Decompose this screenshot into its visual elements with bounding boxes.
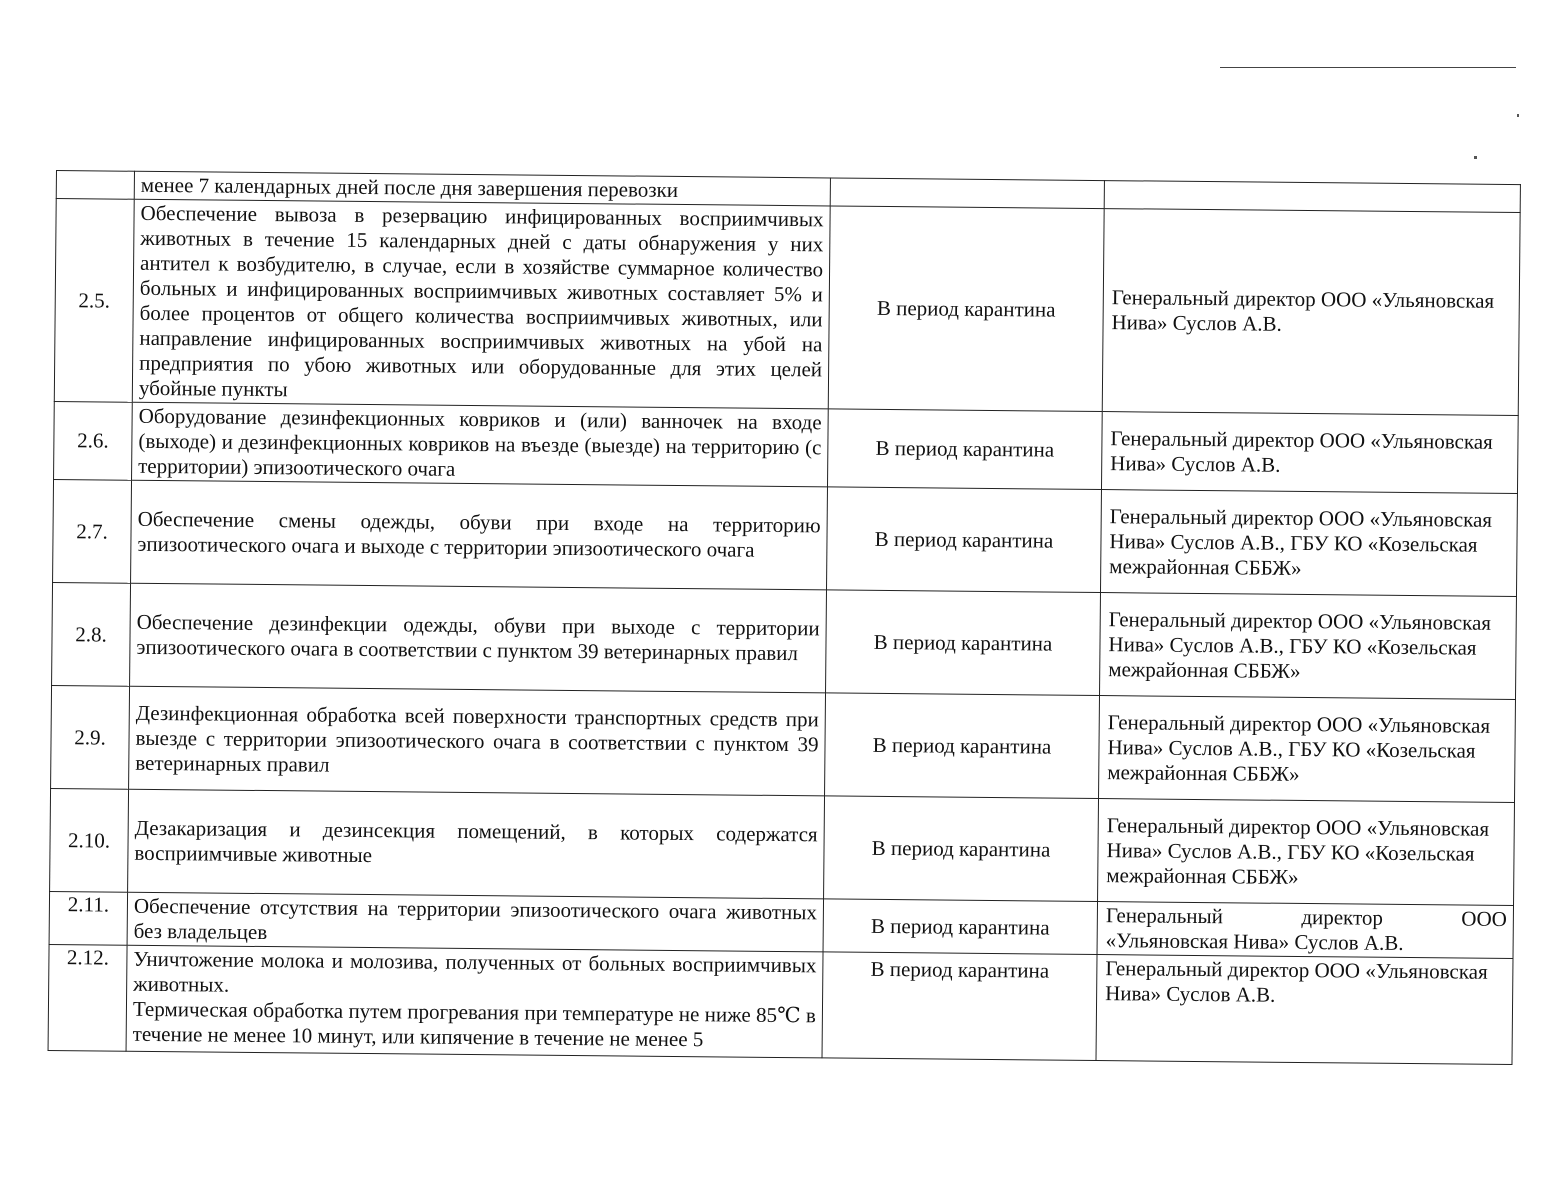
measure-description: Дезакаризация и дезинсекция помещений, в которых содержатся восприимчивые животные [128, 789, 825, 899]
measure-term: В период карантина [827, 409, 1102, 490]
scan-mark-dot [1474, 156, 1477, 159]
table-row [54, 401, 1519, 493]
row-number: 2.9. [51, 685, 130, 789]
measures-table-container [48, 170, 1520, 1065]
responsible-line: Генеральный директор ООО [1105, 903, 1507, 931]
measure-responsible: Генеральный директор ООО «Ульяновская Нива» Суслов А.В., ГБУ КО «Козельская межрайонная СББЖ» [1099, 696, 1516, 803]
measure-responsible: Генеральный директор ООО «Ульяновская Нива» Суслов А.В. [1102, 209, 1520, 416]
measure-description: менее 7 календарных дней после дня завершения перевозки [134, 171, 830, 206]
measure-responsible: Генеральный директор ООО «Ульяновская Нива» Суслов А.В., ГБУ КО «Козельская межрайонная СББЖ» [1098, 799, 1515, 906]
row-number: 2.5. [54, 199, 134, 403]
row-number [56, 171, 134, 200]
row-number: 2.12. [48, 944, 127, 1051]
measure-responsible: Генеральный директор ООО «Ульяновская Нива» Суслов А.В., ГБУ КО «Козельская межрайонная СББЖ» [1100, 490, 1517, 597]
measure-description: Обеспечение смены одежды, обуви при входе на территорию эпизоотического очага и выходе с территории эпизоотического очага [131, 480, 828, 590]
responsible-line: «Ульяновская Нива» Суслов А.В. [1105, 928, 1404, 955]
measure-description: Обеспечение дезинфекции одежды, обуви при выходе с территории эпизоотического очага в соответствии с пунктом 39 ветеринарных правил [130, 583, 827, 693]
measure-term: В период карантина [822, 952, 1097, 1061]
measure-responsible: Генеральный директор ООО «Ульяновская Нива» Суслов А.В., ГБУ КО «Козельская межрайонная СББЖ» [1100, 593, 1517, 700]
measure-term [830, 178, 1104, 209]
scan-mark-line [1220, 67, 1516, 68]
table-row [54, 199, 1520, 416]
measure-term: В период карантина [827, 487, 1102, 593]
measure-description [126, 945, 823, 1058]
measure-term: В период карантина [824, 796, 1099, 902]
measures-table [48, 170, 1521, 1065]
measure-term: В период карантина [823, 899, 1097, 955]
row-number: 2.7. [53, 479, 132, 583]
description-paragraph: Уничтожение молока и молозива, полученных от больных восприимчивых животных. [133, 946, 817, 997]
row-number: 2.6. [54, 401, 133, 480]
table-row [51, 685, 1516, 802]
row-number: 2.11. [49, 891, 128, 945]
measure-responsible [1104, 181, 1520, 213]
table-row [48, 944, 1513, 1064]
measure-description: Оборудование дезинфекционных ковриков и (или) ванночек на входе (выходе) и дезинфекционных ковриков на въезде (выезде) на территорию (с территории) эпизоотического очага [132, 402, 829, 487]
table-row [53, 479, 1518, 596]
row-number: 2.10. [50, 788, 129, 892]
measure-term: В период карантина [828, 206, 1104, 412]
measure-responsible: Генеральный директор ООО «Ульяновская Нива» Суслов А.В. [1101, 412, 1518, 494]
measure-responsible [1097, 902, 1513, 959]
measure-description: Обеспечение отсутствия на территории эпизоотического очага животных без владельцев [127, 892, 823, 952]
measure-term: В период карантина [826, 590, 1101, 696]
row-number: 2.8. [52, 582, 131, 686]
measure-responsible: Генеральный директор ООО «Ульяновская Нива» Суслов А.В. [1096, 955, 1513, 1065]
measure-term: В период карантина [825, 693, 1100, 799]
scan-mark-dot [1517, 114, 1519, 117]
table-row [52, 582, 1517, 699]
description-paragraph: Термическая обработка путем прогревания при температуре не ниже 85℃ в течение не менее 10 минут, или кипячение в течение не менее 5 [132, 996, 817, 1052]
measure-description: Обеспечение вывоза в резервацию инфицированных восприимчивых животных в течение 15 календарных дней с даты обнаружения у них антител к возбудителю, в случае, если в хозяйстве суммарное количество больных и инфицированных восприимчивых животных составляет 5% и более процентов от общего количества восприимчивых животных, или направление инфицированных восприимчивых животных на убой на предприятия по убою животных или оборудованные для этих целей убойные пункты [132, 199, 830, 409]
measure-description: Дезинфекционная обработка всей поверхности транспортных средств при выезде с территории эпизоотического очага в соответствии с пунктом 39 ветеринарных правил [129, 686, 826, 796]
table-row [50, 788, 1515, 905]
